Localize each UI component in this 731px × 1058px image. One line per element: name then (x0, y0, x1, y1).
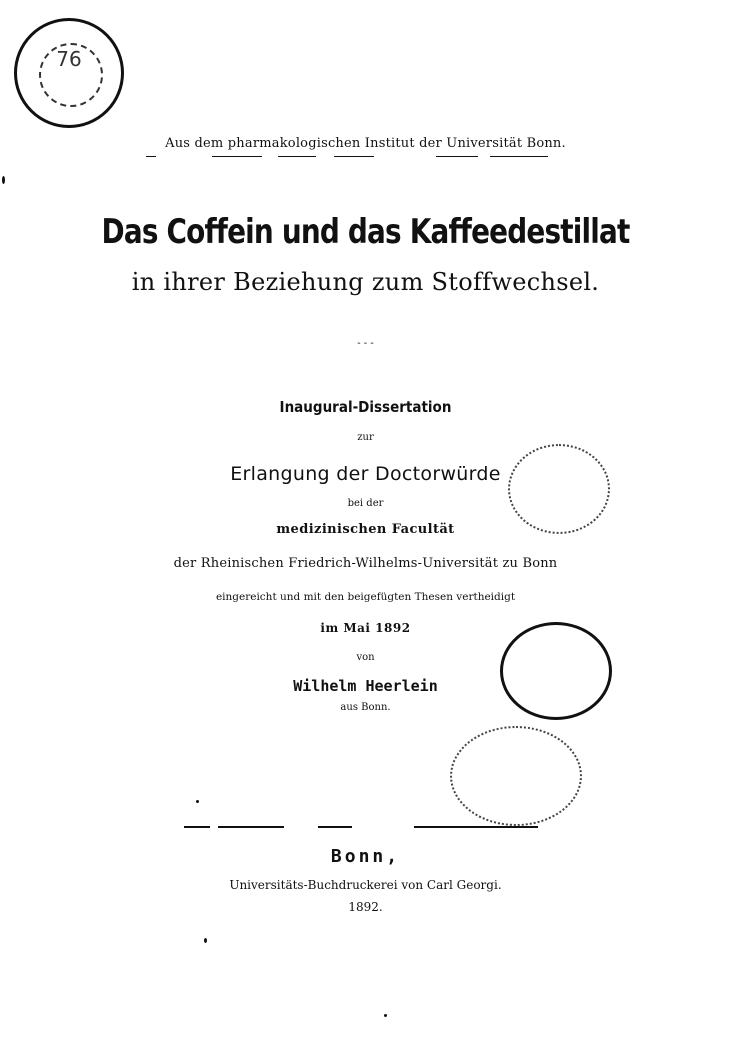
imprint-city: Bonn, (330, 846, 401, 867)
purpose-line: Erlangung der Doctorwürde (230, 463, 501, 485)
faculty-line: medizinischen Facultät (276, 522, 455, 537)
institute-line: Aus dem pharmakologischen Institut der Universität Bonn. (165, 136, 566, 151)
scan-speck (384, 1014, 387, 1017)
imprint-year: 1892. (348, 900, 383, 914)
library-stamp (14, 18, 124, 128)
institute-underline-dash (278, 156, 316, 157)
divider-dash (218, 826, 284, 828)
separator: - - - (357, 338, 374, 349)
zur-text: zur (357, 432, 374, 443)
dissertation-subtitle: in ihrer Beziehung zum Stoffwechsel. (131, 268, 600, 296)
university-line: der Rheinischen Friedrich-Wilhelms-Universität zu Bonn (173, 556, 558, 571)
von-text: von (356, 652, 375, 663)
dissertation-label: Inaugural-Dissertation (279, 398, 452, 416)
divider-dash (414, 826, 538, 828)
scan-speck (196, 800, 199, 803)
faded-stamp (450, 726, 582, 826)
institute-underline-dash (490, 156, 548, 157)
divider-dash (184, 826, 210, 828)
library-stamp-number: 76 (56, 47, 82, 71)
author-origin: aus Bonn. (340, 702, 391, 713)
dissertation-title: Das Coffein und das Kaffeedestillat (101, 212, 630, 252)
institute-underline-dash (146, 156, 156, 157)
institute-underline-dash (334, 156, 374, 157)
faded-stamp (508, 444, 610, 534)
scan-speck (2, 176, 5, 184)
scan-speck (204, 938, 207, 943)
imprint-printer: Universitäts-Buchdruckerei von Carl Georgi. (229, 878, 502, 892)
embossed-stamp (500, 622, 612, 720)
institute-underline-dash (436, 156, 478, 157)
submitted-line: eingereicht und mit den beigefügten Thesen vertheidigt (215, 591, 516, 603)
author-name: Wilhelm Heerlein (293, 677, 438, 695)
divider-dash (318, 826, 352, 828)
bei-der-text: bei der (347, 498, 384, 509)
institute-underline-dash (212, 156, 262, 157)
date-line: im Mai 1892 (320, 621, 411, 635)
